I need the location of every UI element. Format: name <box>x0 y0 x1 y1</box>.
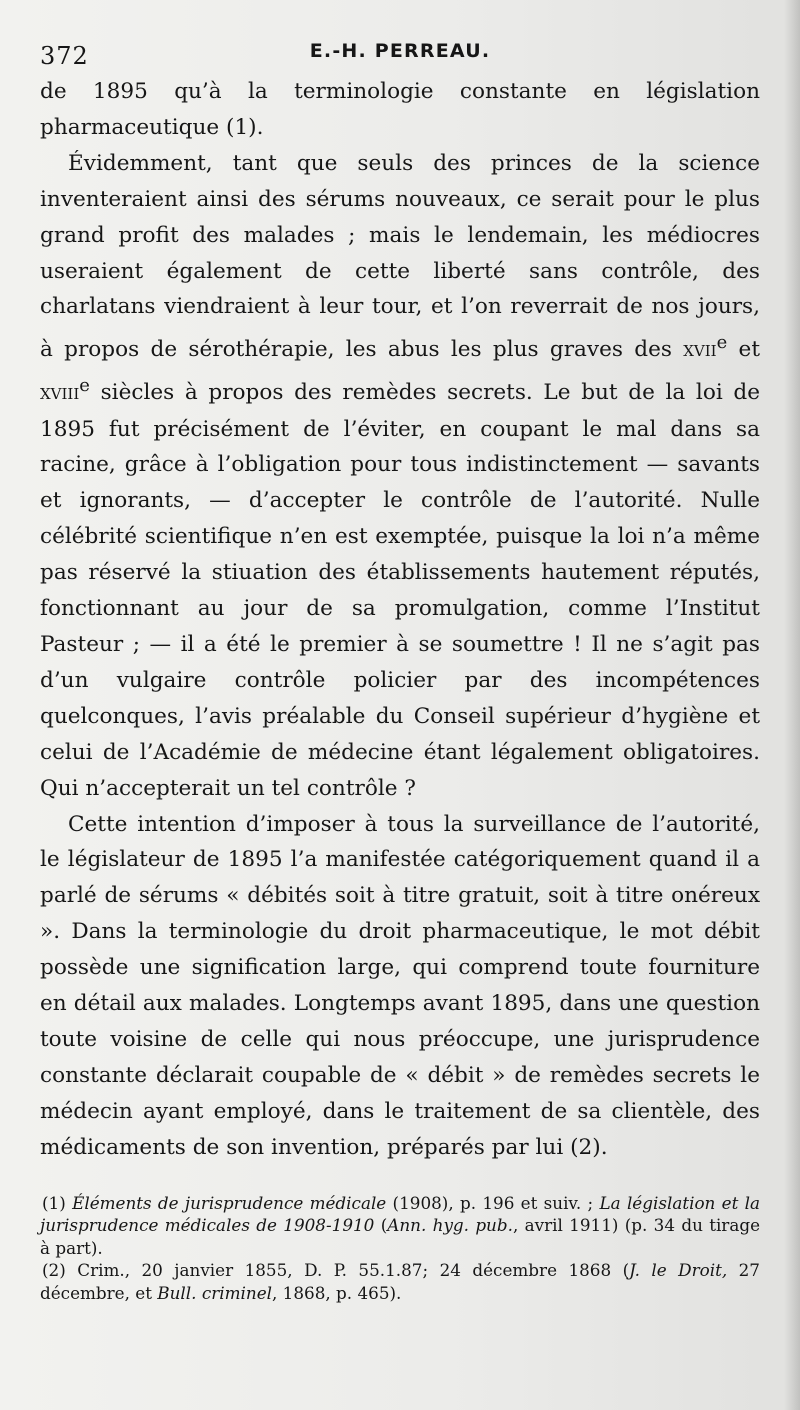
footnote-text: (2) Crim., 20 janvier 1855, D. P. 55.1.87; 24 décembre 1868 ( <box>42 1260 630 1281</box>
paragraph-continued: de 1895 qu’à la terminologie constante en législation pharmaceutique (1). <box>40 79 760 140</box>
footnote-journal: J. le Droit, <box>629 1260 728 1281</box>
body-text <box>40 74 760 1166</box>
footnote-title: La législation et la jurisprudence médicales de 1908-1910 <box>40 1192 760 1236</box>
footnote-marker: (1) <box>42 1192 73 1213</box>
century-numeral: xvii <box>683 337 717 363</box>
century-numeral: xviii <box>40 380 80 406</box>
paragraph-intention: Cette intention d’imposer à tous la surveillance de l’autorité, le législateur de 1895 l’a manifestée catégoriquement quand il a parlé de sérums « débités soit à titre gratuit, soit à titre onéreux ». Dans la terminologie du droit pharmaceutique, le mot débit possède une signification large, qui comprend toute fourniture en détail aux malades. Longtemps avant 1895, dans une question toute voisine de celle qui nous préoccupe, une jurisprudence constante déclarait coupable de « débit » de remèdes secrets le médecin ayant employé, dans le traitement de sa clientèle, des médicaments de son invention, préparés par lui (2). <box>40 811 760 1160</box>
footnote-text: 27 décembre, et <box>40 1260 760 1303</box>
ordinal-suffix: e <box>79 375 90 397</box>
footnote-text: , 1868, p. 465). <box>272 1282 402 1303</box>
paragraph-evidemment <box>40 146 760 807</box>
footnotes <box>40 1192 760 1305</box>
ordinal-suffix: e <box>716 332 728 354</box>
paragraph-text: siècles à propos des remèdes secrets. Le but de la loi de 1895 fut précisément de l’éviter, en coupant le mal dans sa racine, grâce à l’obligation pour tous indistinctement — savants et ignorants, — d’accepter le contrôle de l’autorité. Nulle célébrité scientifique n’en est exemptée, puisque la loi n’a même pas réservé la stiuation des établissements hautement réputés, fonctionnant au jour de sa promulgation, comme l’Institut Pasteur ; — il a été le premier à se soumettre ! Il ne s’agit pas d’un vulgaire contrôle policier par des incompétences quelconques, l’avis préalable du Conseil supérieur d’hygiène et celui de l’Académie de médecine étant légalement obligatoires. Qui n’accepterait un tel contrôle ? <box>40 380 760 801</box>
footnote-2 <box>40 1259 760 1304</box>
page-header <box>40 38 760 74</box>
footnote-title: Éléments de jurisprudence médicale <box>72 1192 387 1213</box>
paragraph-text: Évidemment, tant que seuls des princes de la science inventeraient ainsi des sérums nouveaux, ce serait pour le plus grand profit des malades ; mais le lendemain, les médiocres useraient également de cette liberté sans contrôle, des charlatans viendraient à leur tour, et l’on reverrait de nos jours, à propos de sérothérapie, les abus les plus graves des <box>40 150 760 363</box>
running-head: E.-H. PERREAU. <box>309 40 491 62</box>
footnote-text: , avril 1911) (p. 34 du tirage à part). <box>40 1215 761 1258</box>
footnote-journal: Bull. criminel <box>157 1282 273 1303</box>
page-number: 372 <box>40 42 89 70</box>
footnote-text: ( <box>374 1215 388 1236</box>
footnote-journal: Ann. hyg. pub. <box>387 1215 513 1236</box>
paragraph-text: et <box>727 337 760 363</box>
footnote-text: (1908), p. 196 et suiv. ; <box>386 1192 600 1213</box>
footnote-1 <box>40 1192 760 1260</box>
